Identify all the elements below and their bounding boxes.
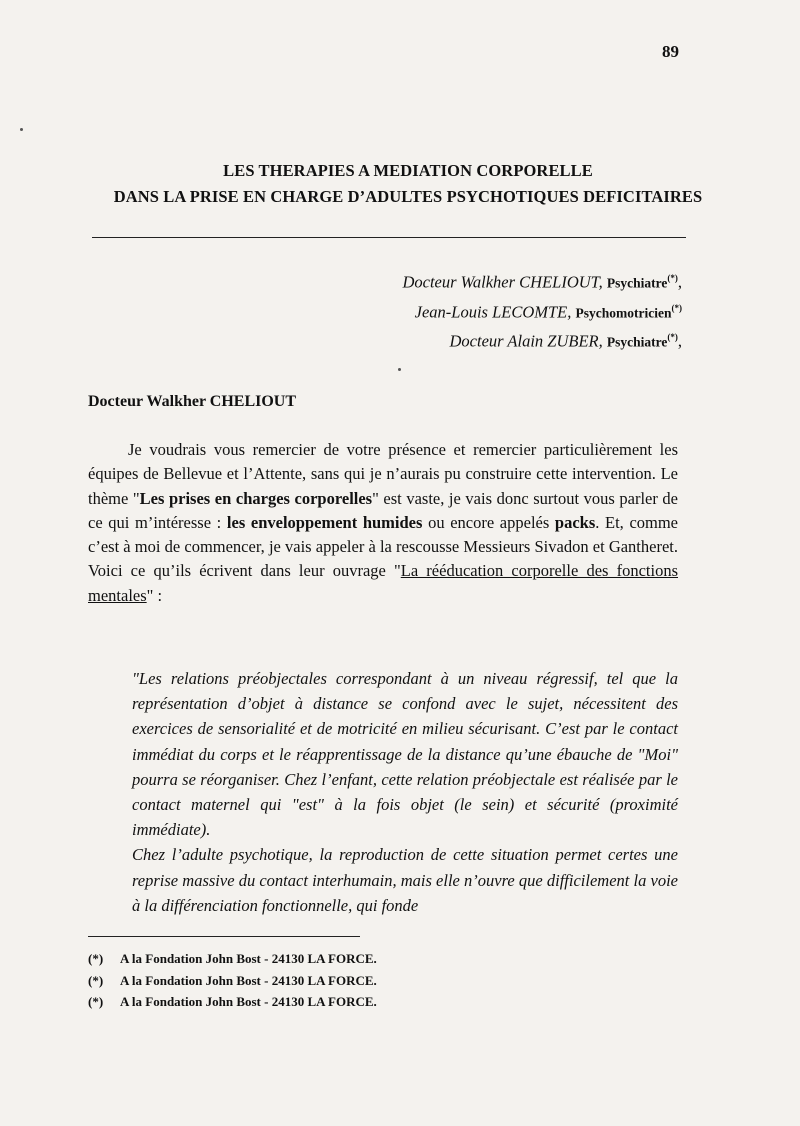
scan-speck	[398, 368, 401, 371]
footnote-mark: (*)	[88, 951, 104, 966]
bold-run: packs	[554, 512, 596, 532]
author-role: Psychiatre	[606, 334, 668, 350]
author-trail: ,	[677, 331, 682, 351]
footnote	[88, 948, 377, 970]
author-line	[402, 325, 682, 355]
footnote-mark: (*)	[88, 994, 104, 1009]
title-line-2: DANS LA PRISE EN CHARGE D’ADULTES PSYCHOTIQUES DEFICITAIRES	[113, 187, 703, 206]
footnote-mark: (*)	[671, 302, 682, 313]
author-role: Psychiatre	[606, 275, 668, 291]
page-number: 89	[662, 42, 679, 61]
footnote-text: A la Fondation John Bost - 24130 LA FORCE.	[120, 972, 377, 988]
text-run: . Et, comme c’est à moi de commencer, je vais appeler à la rescousse Messieurs Sivadon et Gantheret. Voici ce qu’ils écrivent dans leur ouvrage "	[88, 512, 679, 581]
author-line	[402, 296, 682, 326]
text-run: " :	[146, 585, 163, 605]
author-trail: ,	[677, 272, 682, 292]
text-run: ou encore appelés	[422, 512, 555, 532]
footnote	[88, 970, 377, 992]
section-heading: Docteur Walkher CHELIOUT	[88, 393, 297, 410]
footnote-text: A la Fondation John Bost - 24130 LA FORCE.	[120, 994, 377, 1009]
text-run: Je voudrais vous remercier de votre présence et remercier particulièrement les équipes de Bellevue et l’Attente, sans qui je n’aurais pu construire cette intervention. Le thème "	[88, 440, 678, 508]
author-name: Docteur Walkher CHELIOUT,	[402, 272, 603, 292]
footnotes	[88, 948, 377, 1013]
footnote-text: A la Fondation John Bost - 24130 LA FORCE.	[120, 951, 377, 966]
author-name: Jean-Louis LECOMTE,	[414, 302, 572, 321]
quote-paragraph: Chez l’adulte psychotique, la reproduction de cette situation permet certes une reprise massive du contact interhumain, mais elle n’ouvre que difficilement la voie à la différenciation fonctionnelle, qui fonde	[132, 845, 678, 915]
block-quote	[132, 666, 678, 918]
footnote-mark: (*)	[667, 273, 678, 283]
underlined-title: La rééducation corporelle des fonctions mentales	[88, 561, 679, 605]
author-line	[402, 266, 682, 296]
footnote	[88, 991, 377, 1013]
title-rule	[92, 237, 686, 238]
scan-speck	[20, 128, 23, 131]
title-line-1: LES THERAPIES A MEDIATION CORPORELLE	[223, 161, 593, 180]
author-role: Psychomotricien	[575, 305, 672, 320]
article-title	[70, 158, 746, 210]
footnote-mark: (*)	[88, 972, 104, 988]
bold-run: Les prises en charges corporelles	[139, 488, 373, 508]
bold-run: les enveloppement humides	[226, 512, 423, 532]
body-paragraph	[88, 438, 678, 608]
quote-paragraph: "Les relations préobjectales correspondant à un niveau régressif, tel que la représentation d’objet à distance se confond avec le sujet, nécessitent des exercices de sensorialité et de motricité en milieu sécurisant. C’est par le contact immédiat du corps et le réapprentissage de la distance qu’une ébauche de "Moi" pourra se réorganiser. Chez l’enfant, cette relation préobjectale est réalisée par le contact maternel qui "est" à la fois objet (le sein) et sécurité (proximité immédiate).	[132, 669, 678, 840]
footnote-mark: (*)	[667, 332, 678, 342]
text-run: " est vaste, je vais donc surtout vous parler de ce qui m’intéresse :	[88, 488, 679, 532]
author-name: Docteur Alain ZUBER,	[449, 331, 603, 351]
author-list	[402, 266, 682, 355]
paragraph	[88, 438, 678, 608]
footnote-rule	[88, 936, 360, 937]
